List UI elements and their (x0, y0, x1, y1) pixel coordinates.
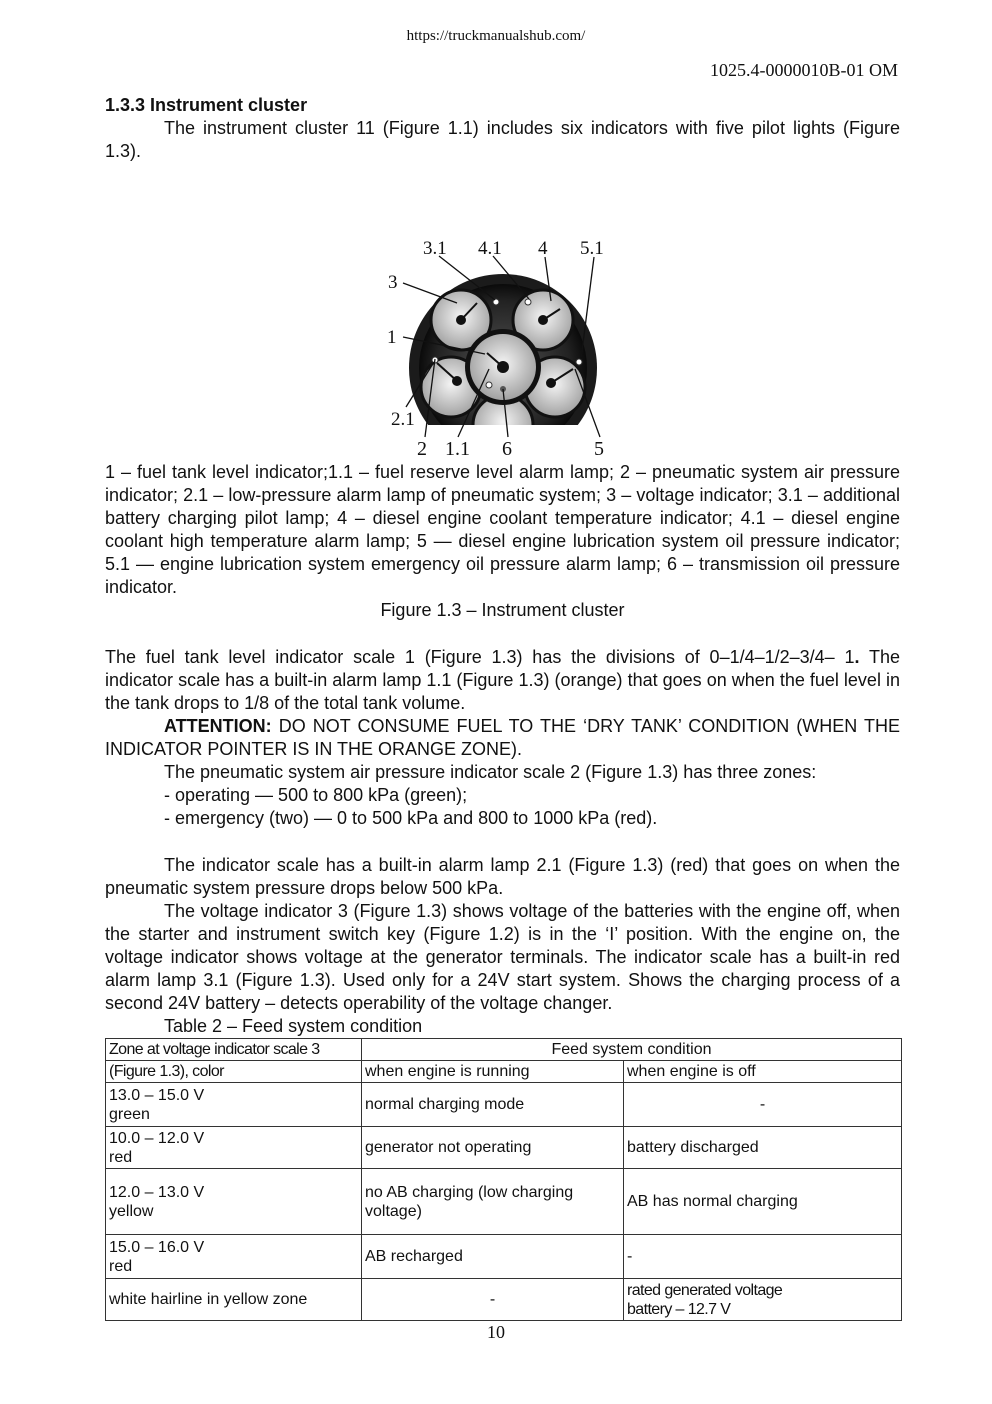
callout-4: 4 (538, 238, 548, 259)
table-cell-zone: 13.0 – 15.0 V green (106, 1083, 362, 1127)
list-item: - emergency (two) — 0 to 500 kPa and 800 to 1000 kPa (red). (164, 808, 658, 828)
table-cell: - (362, 1279, 624, 1321)
table-cell: no AB charging (low charging voltage) (362, 1169, 624, 1235)
pneumatic-paragraph: The pneumatic system air pressure indicator scale 2 (Figure 1.3) has three zones: (164, 762, 817, 782)
figure-legend: 1 – fuel tank level indicator;1.1 – fuel reserve level alarm lamp; 2 – pneumatic system air pressure indicator; 2.1 – low-pressure alarm lamp of pneumatic system; 3 – voltage indicator; 3.1 – additional battery charging pilot lamp; 4 – diesel engine coolant temperature indicator; 4.1 – diesel engine coolant high temperature alarm lamp; 5 — diesel engine lubrication system oil pressure indicator; 5.1 — engine lubrication system emergency oil pressure alarm lamp; 6 – transmission oil pressure indicator. (105, 462, 900, 597)
table-cell: battery discharged (624, 1127, 902, 1169)
table-cell-zone: 10.0 – 12.0 V red (106, 1127, 362, 1169)
table-cell: generator not operating (362, 1127, 624, 1169)
table-title: Table 2 – Feed system condition (164, 1016, 423, 1036)
page-content (105, 94, 900, 1321)
table-cell-zone: 15.0 – 16.0 V red (106, 1235, 362, 1279)
table-header-off: when engine is off (624, 1061, 902, 1083)
page-number: 10 (487, 1322, 505, 1342)
callout-1: 1 (387, 327, 397, 348)
callout-5-1: 5.1 (580, 238, 604, 259)
section-intro: The instrument cluster 11 (Figure 1.1) includes six indicators with five pilot lights (Figure 1.3). (105, 118, 900, 161)
table-cell: - (624, 1235, 902, 1279)
table-cell: - (624, 1083, 902, 1127)
table-header-zone: (Figure 1.3), color (106, 1061, 362, 1083)
callout-2: 2 (417, 438, 427, 460)
attention-label: ATTENTION: (164, 716, 272, 736)
alarm-lamp-paragraph: The indicator scale has a built-in alarm lamp 2.1 (Figure 1.3) (red) that goes on when the pneumatic system pressure drops below 500 kPa. (105, 855, 900, 898)
callout-4-1: 4.1 (478, 238, 502, 259)
table-cell: rated generated voltage battery – 12.7 V (624, 1279, 902, 1321)
callout-6: 6 (502, 438, 512, 460)
table-row (106, 1083, 902, 1127)
figure-bottom-callouts (105, 425, 900, 460)
callout-5: 5 (594, 438, 604, 460)
table-row (106, 1279, 902, 1321)
table-row (106, 1169, 902, 1235)
list-item: - operating — 500 to 800 kPa (green); (164, 785, 468, 805)
table-header-feed: Feed system condition (362, 1039, 902, 1061)
table-row (106, 1235, 902, 1279)
table-cell-zone: 12.0 – 13.0 V yellow (106, 1169, 362, 1235)
callout-2-1: 2.1 (391, 409, 415, 425)
table-row (106, 1127, 902, 1169)
callout-1-1: 1.1 (445, 438, 470, 460)
table-header-row (106, 1039, 902, 1061)
figure-caption: Figure 1.3 – Instrument cluster (380, 600, 625, 620)
document-number: 1025.4-0000010B-01 OM (710, 60, 898, 80)
table-header-row (106, 1061, 902, 1083)
section-heading: 1.3.3 Instrument cluster (105, 95, 308, 115)
fuel-indicator-paragraph: The fuel tank level indicator scale 1 (Figure 1.3) has the divisions of 0–1/4–1/2–3/4– 1. The indicator scale has a built-in alarm lamp 1.1 (Figure 1.3) (orange) that goes on when the fuel level in the tank drops to 1/8 of the total tank volume. (105, 647, 900, 713)
instrument-cluster-illustration (105, 163, 900, 425)
instrument-cluster-figure (105, 163, 900, 425)
table-header-running: when engine is running (362, 1061, 624, 1083)
table-cell: normal charging mode (362, 1083, 624, 1127)
table-cell: AB recharged (362, 1235, 624, 1279)
attention-paragraph: ATTENTION: DO NOT CONSUME FUEL TO THE ‘DRY TANK’ CONDITION (WHEN THE INDICATOR POINTER IS IN THE ORANGE ZONE). (105, 716, 900, 759)
table-header-zone: Zone at voltage indicator scale 3 (106, 1039, 362, 1061)
callout-3: 3 (388, 272, 398, 293)
feed-system-table (105, 1038, 902, 1321)
source-url: https://truckmanualshub.com/ (406, 28, 586, 44)
callout-3-1: 3.1 (423, 238, 447, 259)
voltage-indicator-paragraph: The voltage indicator 3 (Figure 1.3) shows voltage of the batteries with the engine off, when the starter and instrument switch key (Figure 1.2) is in the ‘I’ position. With the engine on, the voltage indicator shows voltage at the generator terminals. The indicator scale has a built-in red alarm lamp 3.1 (Figure 1.3). Used only for a 24V start system. Shows the charging process of a second 24V battery – detects operability of the voltage changer. (105, 901, 900, 1013)
table-cell-zone: white hairline in yellow zone (106, 1279, 362, 1321)
table-cell: AB has normal charging (624, 1169, 902, 1235)
